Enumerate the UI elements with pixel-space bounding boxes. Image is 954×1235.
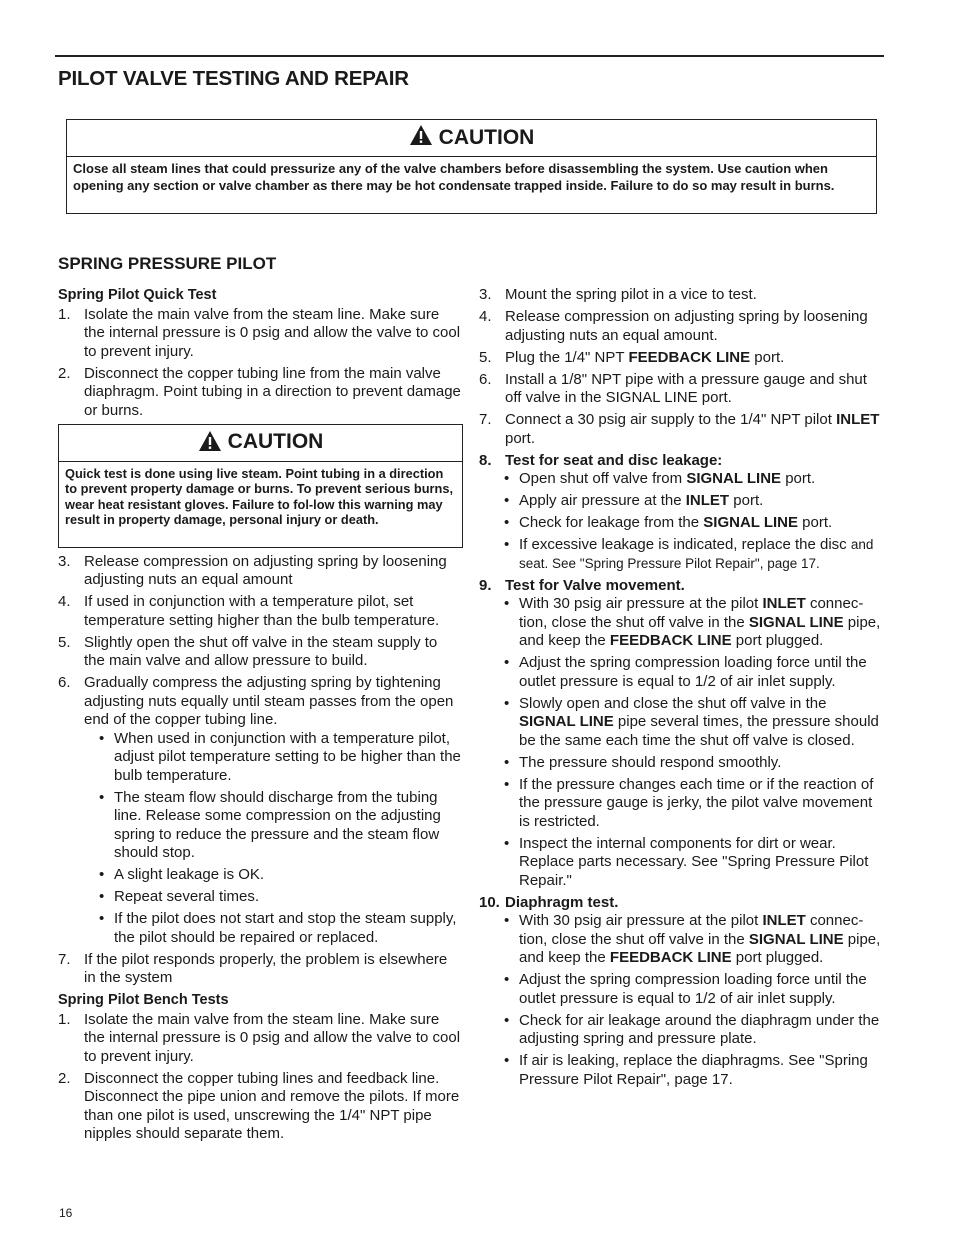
step-heading: 9. Test for Valve movement. bbox=[479, 576, 685, 594]
bullet-item: • The pressure should respond smoothly. bbox=[504, 753, 782, 771]
step6-bullets bbox=[58, 730, 462, 948]
caution-box-quick-test bbox=[58, 424, 463, 548]
bullet-item: • The steam flow should discharge from the tubing line. Release some compression on the adjusting spring to reduce the pressure and the steam flow should stop. bbox=[99, 788, 441, 861]
caution-heading: CAUTION bbox=[438, 126, 535, 149]
bullet-item: • When used in conjunction with a temperature pilot, adjust pilot temperature setting to be higher than the bulb temperature. bbox=[99, 729, 461, 784]
top-rule bbox=[55, 55, 884, 57]
caution-text: Quick test is done using live steam. Point tubing in a direction to prevent property damage or burns. To prevent serious burns, wear heat resistant gloves. Failure to fol-low this warning may result in property damage, personal injury or death. bbox=[65, 465, 454, 527]
step9-bullets bbox=[479, 595, 884, 890]
warning-triangle-icon bbox=[198, 430, 222, 456]
warning-triangle-icon bbox=[409, 124, 433, 152]
caution-box-top bbox=[66, 119, 877, 214]
caution-header bbox=[59, 425, 462, 462]
bullet-item: • Inspect the internal components for dirt or wear. Replace parts necessary. See "Spring Pressure Pilot Repair." bbox=[504, 834, 869, 889]
bullet-item: • Open shut off valve from SIGNAL LINE port. bbox=[504, 470, 816, 487]
bullet-item: • Repeat several times. bbox=[99, 888, 260, 905]
bullet-item: • If the pressure changes each time or if the reaction of the pressure gauge is jerky, the pilot valve movement is restricted. bbox=[504, 775, 874, 830]
bench-test-steps-continued bbox=[479, 286, 884, 470]
right-column bbox=[479, 286, 884, 1093]
bullet-item: • If the pilot does not start and stop the steam supply, the pilot should be repaired or replaced. bbox=[99, 910, 457, 946]
list-item: 4. Release compression on adjusting spring by loosening adjusting nuts an equal amount. bbox=[479, 308, 868, 344]
section-title: SPRING PRESSURE PILOT bbox=[58, 254, 277, 273]
list-item: 1. Isolate the main valve from the steam line. Make sure the internal pressure is 0 psig and allow the valve to cool to prevent injury. bbox=[58, 305, 461, 360]
list-item: 7. If the pilot responds properly, the problem is elsewhere in the system bbox=[58, 950, 448, 986]
list-item: 2. Disconnect the copper tubing lines and feedback line. Disconnect the pipe union and remove the pilots. If more than one pilot is used, unscrewing the 1/4" NPT pipe nipples should separate them. bbox=[58, 1069, 460, 1142]
bench-tests-title: Spring Pilot Bench Tests bbox=[58, 992, 229, 1008]
bullet-item: • With 30 psig air pressure at the pilot INLET connec-tion, close the shut off valve in the SIGNAL LINE pipe, and keep the FEEDBACK LINE port plugged. bbox=[504, 595, 881, 649]
step-heading: 8. Test for seat and disc leakage: bbox=[479, 451, 723, 469]
step8-bullets bbox=[479, 470, 884, 573]
list-item: 3. Mount the spring pilot in a vice to test. bbox=[479, 286, 757, 303]
list-item: 3. Release compression on adjusting spring by loosening adjusting nuts an equal amount bbox=[58, 552, 447, 588]
bullet-item: • Apply air pressure at the INLET port. bbox=[504, 492, 764, 509]
bullet-item: • Check for air leakage around the diaphragm under the adjusting spring and pressure plate. bbox=[504, 1011, 880, 1047]
step-heading: 10. Diaphragm test. bbox=[479, 893, 619, 911]
list-item: 5. Plug the 1/4" NPT FEEDBACK LINE port. bbox=[479, 348, 785, 366]
list-item: 6. Gradually compress the adjusting spring by tightening adjusting nuts equally until steam passes from the open end of the copper tubing line. bbox=[58, 674, 454, 728]
bench-test-steps bbox=[58, 1011, 462, 1144]
list-item: 4. If used in conjunction with a temperature pilot, set temperature setting higher than the bulb temperature. bbox=[58, 593, 440, 629]
list-item: 2. Disconnect the copper tubing line from the main valve diaphragm. Point tubing in a direction to prevent damage or burns. bbox=[58, 364, 461, 419]
bullet-item: • Slowly open and close the shut off valve in the SIGNAL LINE pipe several times, the pressure should be the same each time the shut off valve is closed. bbox=[504, 694, 879, 749]
bullet-item: • Check for leakage from the SIGNAL LINE port. bbox=[504, 514, 833, 531]
bullet-item: • If excessive leakage is indicated, replace the disc and seat. See "Spring Pressure Pilot Repair", page 17. bbox=[504, 536, 874, 571]
list-item: 7. Connect a 30 psig air supply to the 1/4" NPT pilot INLET port. bbox=[479, 411, 880, 447]
list-item: 1. Isolate the main valve from the steam line. Make sure the internal pressure is 0 psig and allow the valve to cool to prevent injury. bbox=[58, 1010, 461, 1065]
quick-test-step7 bbox=[58, 951, 462, 988]
quick-test-title: Spring Pilot Quick Test bbox=[58, 287, 217, 303]
step9-heading bbox=[479, 577, 884, 596]
bullet-item: • If air is leaking, replace the diaphragms. See "Spring Pressure Pilot Repair", page 17. bbox=[504, 1052, 868, 1088]
bullet-item: • Adjust the spring compression loading force until the outlet pressure is equal to 1/2 of air inlet supply. bbox=[504, 654, 867, 690]
caution-text: Close all steam lines that could pressurize any of the valve chambers before disassembling the system. Use caution when opening any section or valve chamber as there may be hot condensate trapped inside. Failure to do so may result in burns. bbox=[73, 161, 835, 193]
left-column bbox=[58, 286, 462, 1147]
step10-heading bbox=[479, 894, 884, 913]
caution-header bbox=[67, 120, 876, 157]
caution-heading: CAUTION bbox=[227, 430, 324, 454]
bullet-item: • Adjust the spring compression loading force until the outlet pressure is equal to 1/2 of air inlet supply. bbox=[504, 971, 867, 1007]
list-item: 6. Install a 1/8" NPT pipe with a pressure gauge and shut off valve in the SIGNAL LINE port. bbox=[479, 370, 867, 406]
page-title: PILOT VALVE TESTING AND REPAIR bbox=[58, 67, 409, 90]
quick-test-steps-b bbox=[58, 553, 462, 730]
quick-test-steps-a bbox=[58, 306, 462, 421]
page-number: 16 bbox=[59, 1206, 73, 1220]
list-item: 5. Slightly open the shut off valve in the steam supply to the main valve and allow pressure to build. bbox=[58, 633, 438, 669]
bullet-item: • With 30 psig air pressure at the pilot INLET connec-tion, close the shut off valve in the SIGNAL LINE pipe, and keep the FEEDBACK LINE port plugged. bbox=[504, 912, 881, 966]
step10-bullets bbox=[479, 912, 884, 1089]
bullet-item: • A slight leakage is OK. bbox=[99, 866, 265, 883]
